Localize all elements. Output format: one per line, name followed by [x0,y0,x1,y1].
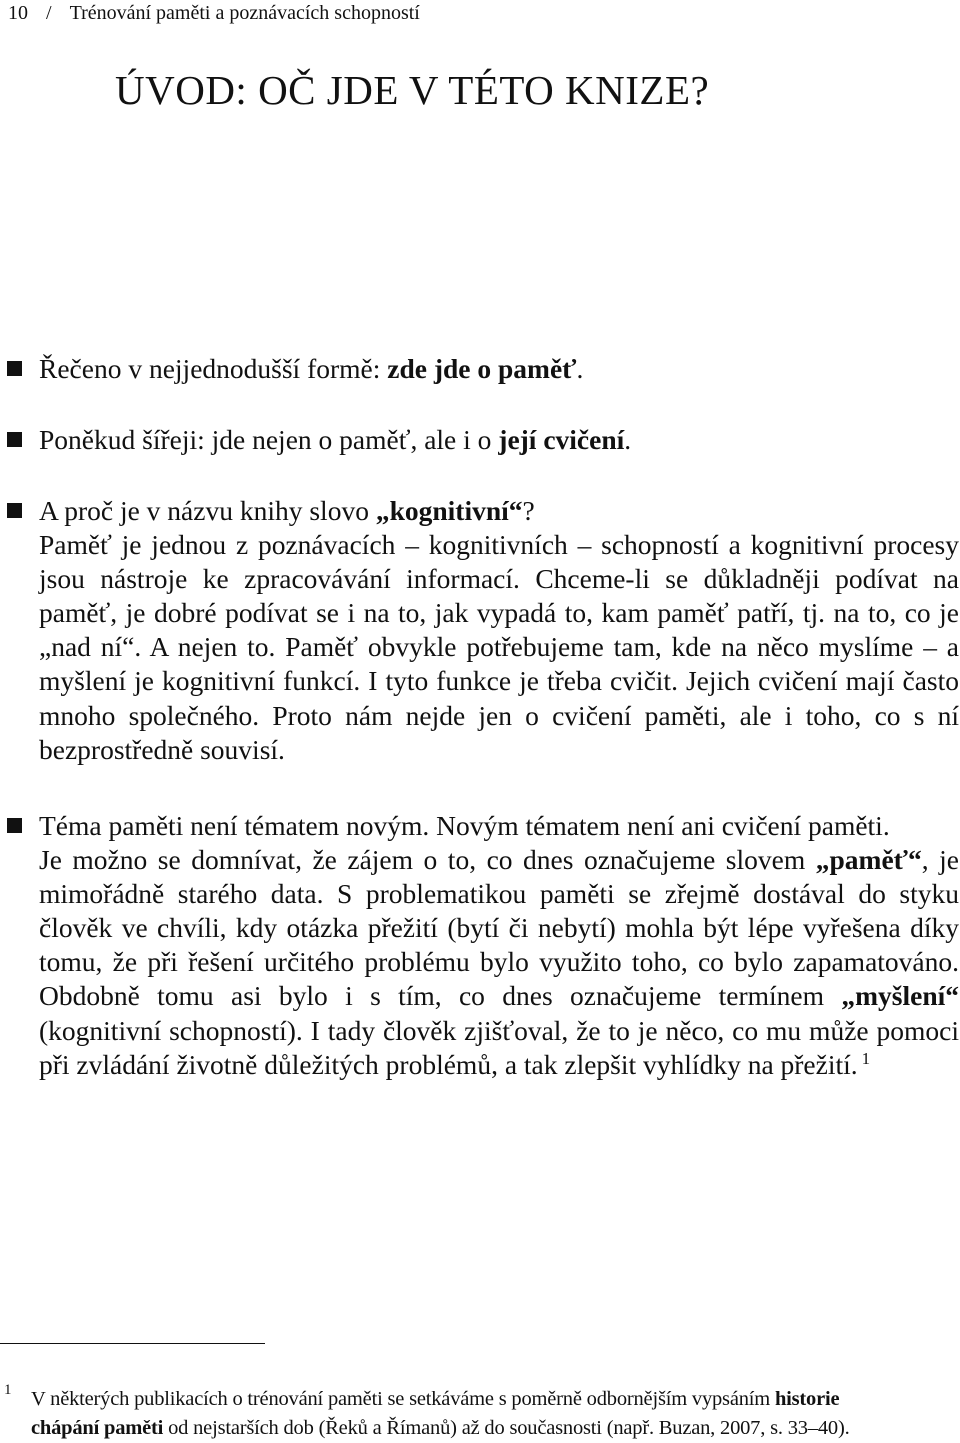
paragraph-text: , je mimořádně starého data. S problematikou paměti se zřejmě dostával do styku člověk ve chvíli, kdy otázka přežití (bytí či nebytí) mohla být lépe vyřešena díky tomu, že při řešení určitého problému bylo využito toho, co bylo zapamatováno. Obdobně tomu asi bylo i s tím, co dnes označujeme termínem [39,844,959,1012]
footnote [31,1385,959,1443]
square-bullet-icon [7,503,22,518]
paragraph-emphasis: „paměť“ [815,844,922,876]
bullet-text: Řečeno v nejjednodušší formě: [39,353,388,384]
book-title: Trénování paměti a poznávacích schopností [69,2,420,24]
footnote-marker: 1 [4,1382,12,1398]
bullet-text-end: ? [522,495,535,526]
square-bullet-icon [7,432,22,447]
footnote-line-2 [31,1414,959,1443]
paragraph-text: Je možno se domnívat, že zájem o to, co dnes označujeme slovem [39,844,816,876]
bullet-item-1 [39,352,959,386]
bullet-item-4 [39,809,959,1082]
footnote-text: od nejstarších dob (Řeků a Římanů) až do současnosti (např. Buzan, 2007, s. 33–40). [163,1417,850,1439]
bullet-emphasis: zde jde o paměť [387,353,577,384]
chapter-title: ÚVOD: OČ JDE V TÉTO KNIZE? [115,67,710,113]
bullet-lead: Téma paměti není tématem novým. Novým tématem není ani cvičení paměti. [39,810,890,841]
bullet-text: A proč je v názvu knihy slovo [39,495,376,526]
bullet-paragraph: Paměť je jednou z poznávacích – kognitivních – schopností a kognitivní procesy jsou nástroje ke zpracovávání informací. Chceme-li se důkladněji podívat na paměť, je dobré podívat se i na to, jak vypadá to, kam paměť patří, tj. na to, co je „nad ní“. A nejen to. Paměť obvykle potřebujeme tam, kde na něco myslíme – a myšlení je kognitivní funkcí. I tyto funkce je třeba cvičit. Jejich cvičení mají často mnoho společného. Proto nám nejde jen o cvičení paměti, ale i toho, co s ní bezprostředně souvisí. [39,529,959,765]
bullet-paragraph [39,843,959,1082]
bullet-text: Poněkud šířeji: jde nejen o paměť, ale i o [39,424,499,455]
page-number: 10 [8,2,28,24]
bullet-text-end: . [624,424,632,455]
bullet-item-2 [39,423,959,457]
footnote-emphasis: chápání paměti [31,1417,164,1439]
footnote-line-1 [31,1385,959,1414]
paragraph-text: (kognitivní schopností). I tady člověk zjišťoval, že to je něco, co mu může pomoci při zvládání životně důležitých problémů, a tak zlepšit vyhlídky na přežití. [39,1014,959,1080]
bullet-lead [39,494,959,528]
paragraph-emphasis: „myšlení“ [841,980,959,1012]
footnote-text: V některých publikacích o trénování paměti se setkáváme s poměrně odbornějším vypsáním [31,1388,775,1410]
bullet-item-3 [39,494,959,767]
footnote-reference[interactable]: 1 [861,1048,871,1068]
bullet-emphasis: „kognitivní“ [375,495,523,526]
bullet-text-end: . [576,353,584,384]
square-bullet-icon [7,818,22,833]
footnote-emphasis: historie [774,1388,840,1410]
bullet-emphasis: její cvičení [498,424,625,455]
header-separator: / [46,2,52,24]
footnote-rule [0,1343,265,1344]
square-bullet-icon [7,361,22,376]
running-head [8,2,420,24]
